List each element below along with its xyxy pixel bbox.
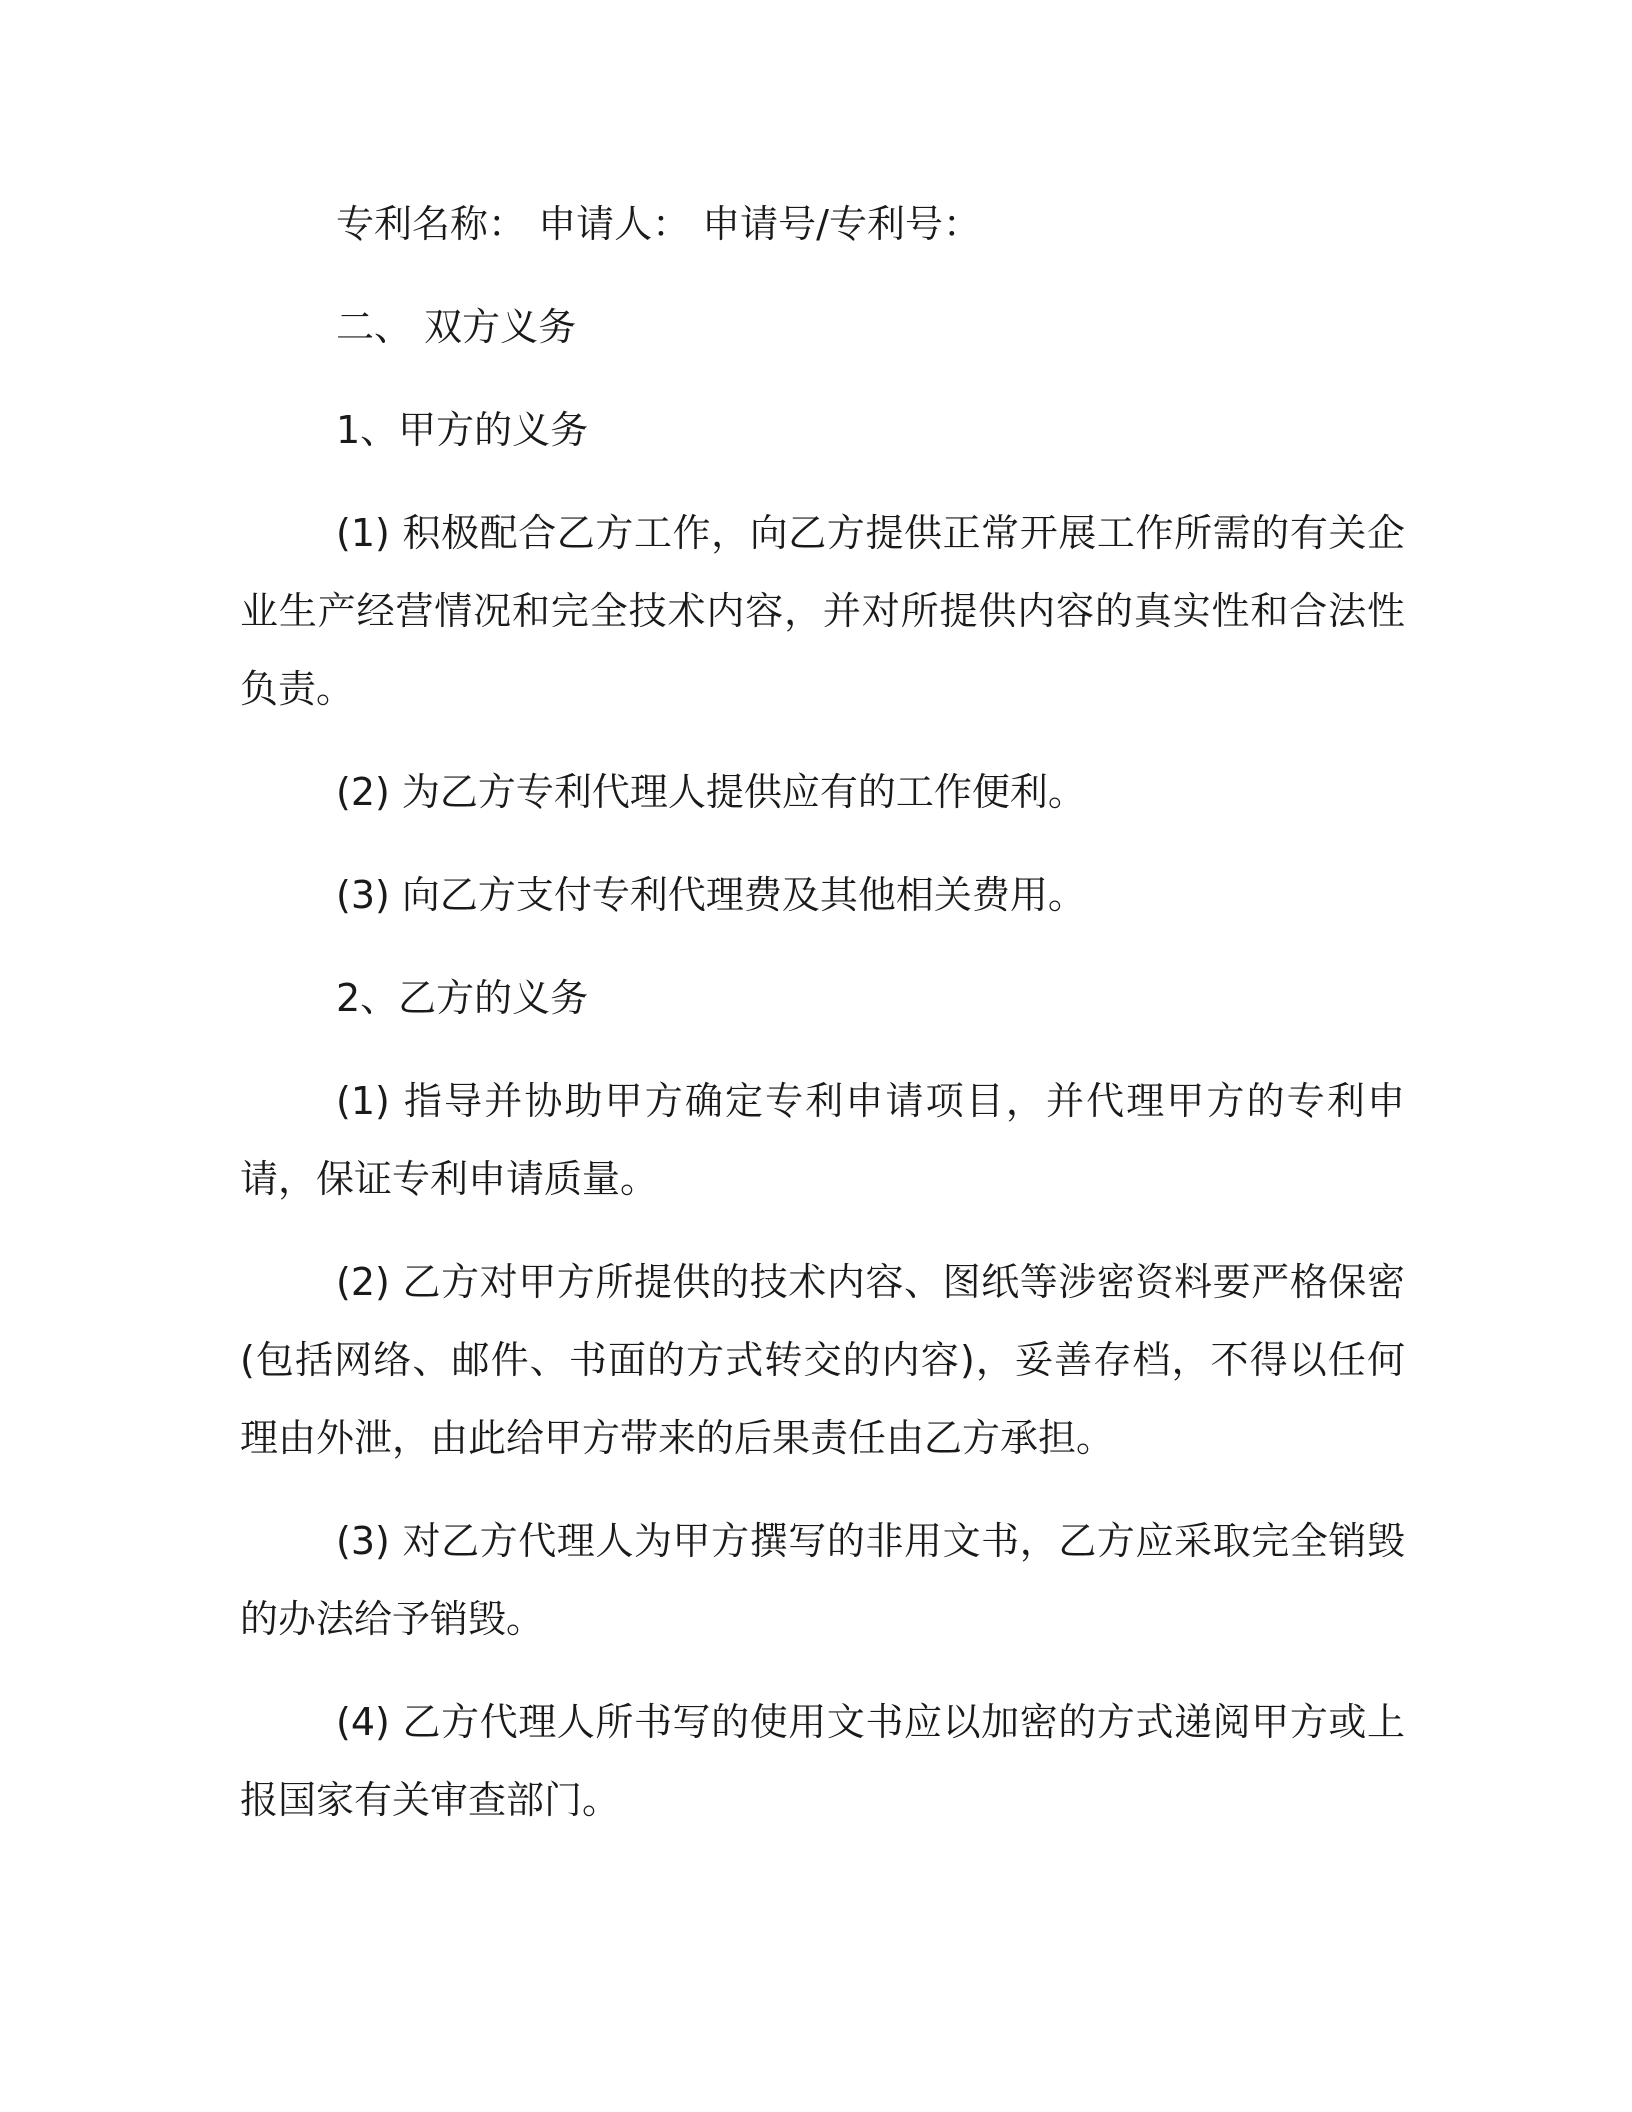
party-b-clause-4: (4) 乙方代理人所书写的使用文书应以加密的方式递阅甲方或上报国家有关审查部门。 [240, 1700, 1405, 1822]
party-a-clause-3: (3) 向乙方支付专利代理费及其他相关费用。 [336, 873, 1086, 917]
party-a-clause-1: (1) 积极配合乙方工作，向乙方提供正常开展工作所需的有关企业生产经营情况和完全技术内容，并对所提供内容的真实性和合法性负责。 [240, 511, 1405, 711]
party-a-clause-2: (2) 为乙方专利代理人提供应有的工作便利。 [336, 770, 1086, 814]
section-heading-obligations: 二、 双方义务 [336, 305, 577, 349]
party-b-clause-3: (3) 对乙方代理人为甲方撰写的非用文书，乙方应采取完全销毁的办法给予销毁。 [240, 1519, 1405, 1641]
patent-info-line: 专利名称： 申请人： 申请号/专利号： [336, 202, 981, 246]
subheading-party-a-obligations: 1、甲方的义务 [336, 408, 589, 452]
subheading-party-b-obligations: 2、乙方的义务 [336, 976, 589, 1020]
document-body [240, 185, 1405, 1864]
party-b-clause-1: (1) 指导并协助甲方确定专利申请项目，并代理甲方的专利申请，保证专利申请质量。 [240, 1079, 1405, 1201]
party-b-clause-2: (2) 乙方对甲方所提供的技术内容、图纸等涉密资料要严格保密(包括网络、邮件、书面的方式转交的内容)，妥善存档，不得以任何理由外泄，由此给甲方带来的后果责任由乙方承担。 [240, 1260, 1405, 1460]
